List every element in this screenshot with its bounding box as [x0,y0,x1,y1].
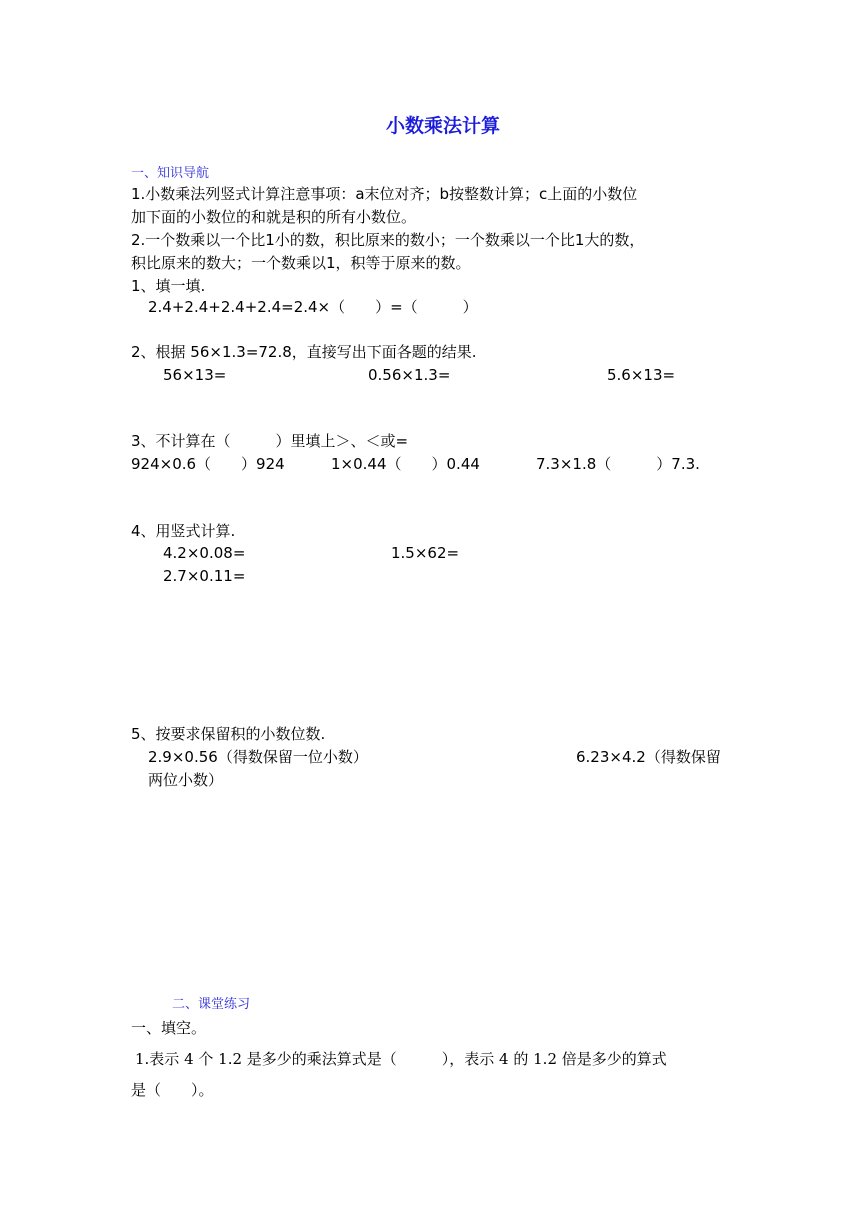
section-heading-knowledge: 一、知识导航 [131,166,210,181]
practice-subheading: 一、填空。 [131,1019,207,1037]
question-5-heading: 5、按要求保留积的小数位数. [131,725,326,743]
question-3-item: 1×0.44（ ）0.44 [331,455,480,473]
question-2-heading: 2、根据 56×1.3=72.8，直接写出下面各题的结果. [131,343,477,361]
note-2-line-1: 2.一个数乘以一个比1小的数，积比原来的数小；一个数乘以一个比1大的数， [131,231,645,249]
question-4-heading: 4、用竖式计算. [131,522,236,540]
question-5-item-2: 6.23×4.2（得数保留 [576,748,721,766]
question-2-item: 0.56×1.3= [368,366,451,384]
question-3-item: 7.3×1.8（ ）7.3. [536,455,700,473]
note-1-line-2: 加下面的小数位的和就是积的所有小数位。 [131,208,417,226]
question-3-item: 924×0.6（ ）924 [131,455,285,473]
question-3-heading: 3、不计算在（ ）里填上＞、＜或= [131,432,409,450]
question-1-expression: 2.4+2.4+2.4+2.4=2.4×（ ）=（ ） [148,298,478,316]
question-5-item-1: 2.9×0.56（得数保留一位小数） [148,748,368,766]
question-5-item-2-continuation: 两位小数） [148,771,224,789]
question-4-item: 2.7×0.11= [163,567,246,585]
question-4-item: 4.2×0.08= [163,544,246,562]
note-1-line-1: 1.小数乘法列竖式计算注意事项：a末位对齐；b按整数计算；c上面的小数位 [131,185,638,203]
question-1-heading: 1、填一填. [131,277,206,295]
page-title: 小数乘法计算 [386,115,501,137]
practice-question-line-1: 1.表示 4 个 1.2 是多少的乘法算式是（ ），表示 4 的 1.2 倍是多少的算式 [135,1050,667,1068]
question-4-item: 1.5×62= [391,544,460,562]
practice-question-line-2: 是（ ）。 [131,1081,214,1099]
question-2-item: 56×13= [163,366,227,384]
note-2-line-2: 积比原来的数大；一个数乘以1，积等于原来的数。 [131,254,471,272]
section-heading-practice: 二、课堂练习 [172,997,251,1012]
question-2-item: 5.6×13= [607,366,676,384]
